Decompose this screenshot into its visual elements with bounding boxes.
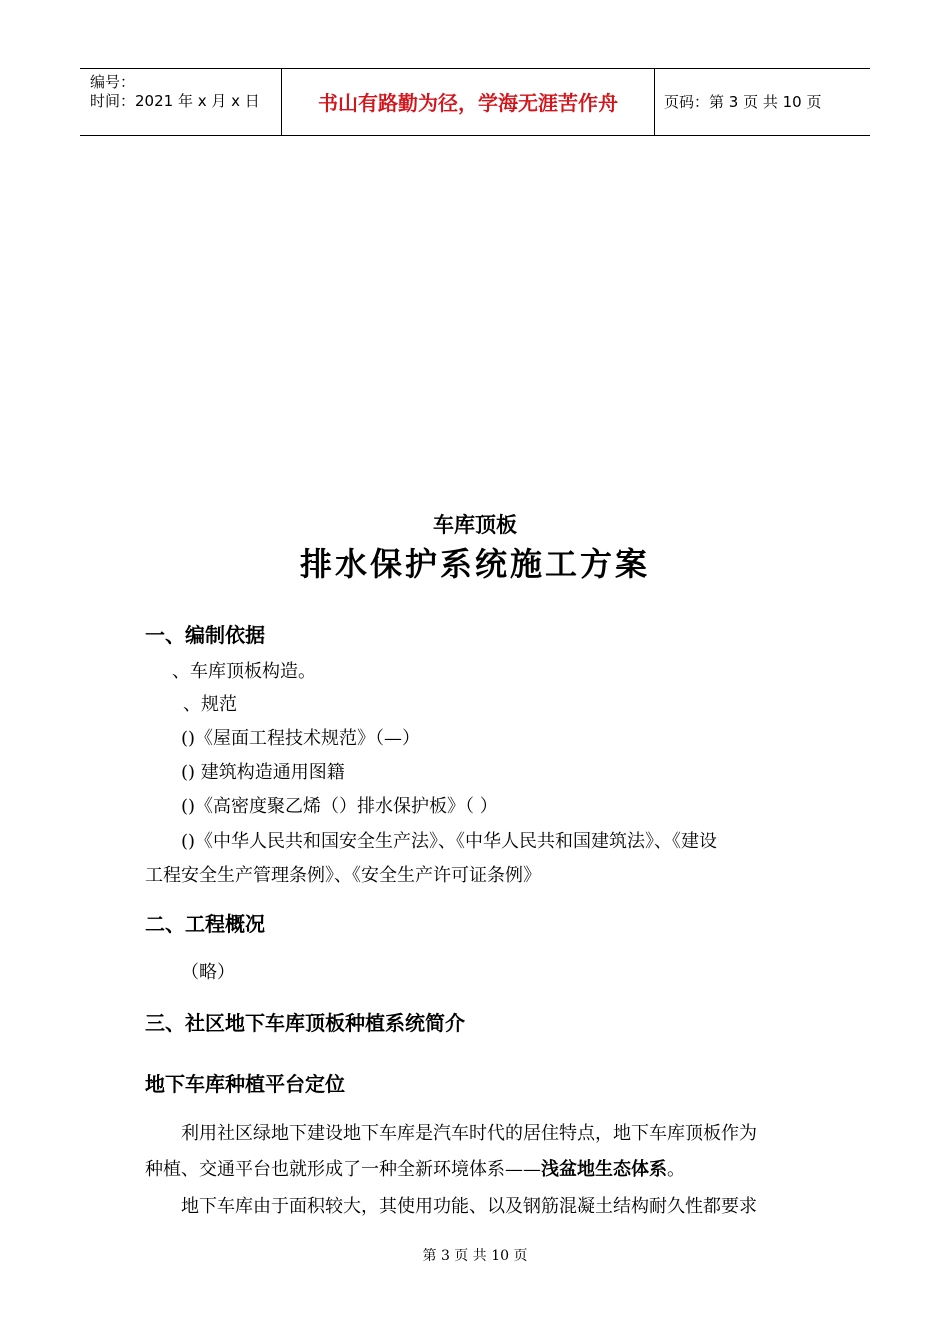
motto: 书山有路勤为径，学海无涯苦作舟 (318, 91, 618, 115)
s1-line-3: ()《屋面工程技术规范》（—） (181, 728, 421, 749)
s3-p2-line1: 地下车库由于面积较大，其使用功能、以及钢筋混凝土结构耐久性都要求 (181, 1196, 757, 1217)
time-label: 时间：2021 年 x 月 x 日 (90, 92, 260, 110)
section-2-heading: 二、工程概况 (145, 912, 265, 936)
s3-p1-line1: 利用社区绿地下建设地下车库是汽车时代的居住特点，地下车库顶板作为 (181, 1123, 757, 1144)
page-info: 页码：第 3 页 共 10 页 (664, 93, 822, 111)
doc-subtitle: 车库顶板 (433, 512, 517, 537)
header-page-cell (654, 69, 870, 135)
page-header (80, 68, 870, 136)
s1-line-5: ()《高密度聚乙烯（）排水保护板》（ ） (181, 796, 498, 817)
s3-p1-line2-suffix: 。 (667, 1159, 685, 1180)
doc-title: 排水保护系统施工方案 (299, 545, 650, 583)
section-3-heading: 三、社区地下车库顶板种植系统简介 (145, 1011, 465, 1035)
s1-line-4: () 建筑构造通用图籍 (181, 762, 345, 783)
number-label: 编号： (90, 73, 136, 91)
s1-line-6: ()《中华人民共和国安全生产法》、《中华人民共和国建筑法》、《建设 (181, 831, 718, 852)
header-info-cell (80, 69, 281, 135)
s1-line-7: 工程安全生产管理条例》、《安全生产许可证条例》 (145, 865, 541, 886)
s2-text: （略） (181, 962, 235, 983)
section-3-subheading: 地下车库种植平台定位 (145, 1072, 345, 1096)
s1-line-1: 、车库顶板构造。 (172, 661, 316, 682)
s3-p1-line2-bold: 浅盆地生态体系 (541, 1159, 667, 1180)
s1-line-2: 、规范 (183, 694, 237, 715)
section-1-heading: 一、编制依据 (145, 623, 265, 647)
s3-p1-line2-prefix: 种植、交通平台也就形成了一种全新环境体系—— (145, 1159, 541, 1180)
s3-p1-line2 (145, 1159, 685, 1181)
header-motto-cell (281, 69, 655, 135)
page-footer: 第 3 页 共 10 页 (422, 1248, 528, 1264)
